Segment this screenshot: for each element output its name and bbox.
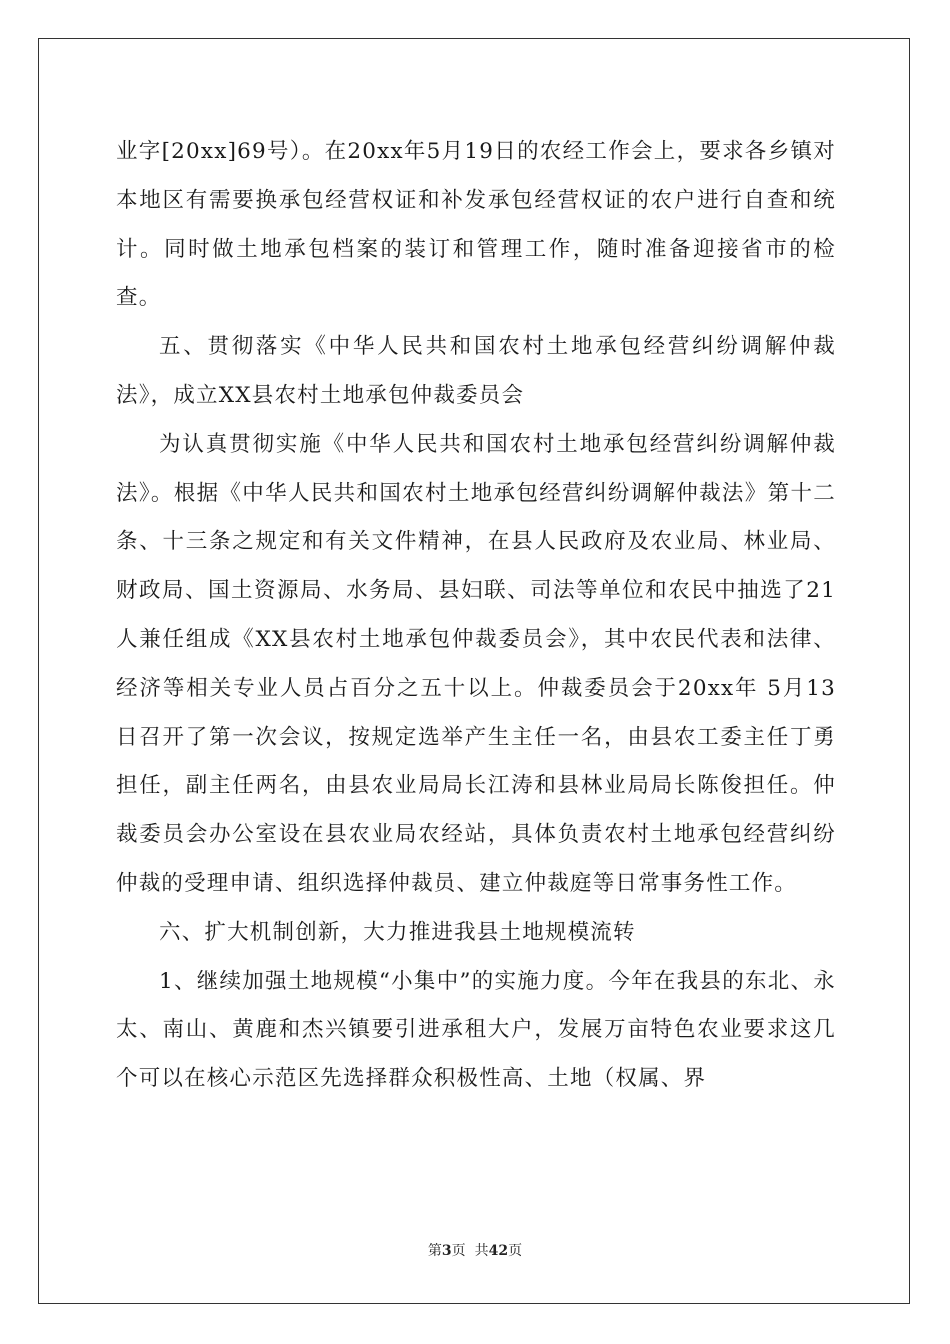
document-body: [116, 128, 836, 1104]
paragraph-5: 1、继续加强土地规模“小集中”的实施力度。今年在我县的东北、永太、南山、黄鹿和杰兴镇要引进承租大户，发展万亩特色农业要求这几个可以在核心示范区先选择群众积极性高、土地（权属、界: [116, 968, 836, 1092]
footer-middle: 页 共: [451, 1243, 489, 1259]
footer-prefix: 第: [427, 1243, 442, 1259]
paragraph-1: 业字[20xx]69号）。在20xx年5月19日的农经工作会上，要求各乡镇对本地区有需要换承包经营权证和补发承包经营权证的农户进行自查和统计。同时做土地承包档案的装订和管理工作，随时准备迎接省市的检查。: [116, 139, 836, 311]
footer-total-pages: 42: [488, 1243, 509, 1259]
footer-suffix: 页: [508, 1243, 523, 1259]
paragraph-4-heading: 六、扩大机制创新，大力推进我县土地规模流转: [159, 919, 636, 945]
footer-current-page: 3: [441, 1243, 452, 1259]
paragraph-2-heading: 五、贯彻落实《中华人民共和国农村土地承包经营纠纷调解仲裁法》，成立XX县农村土地承包仲裁委员会: [116, 334, 836, 408]
paragraph-3: 为认真贯彻实施《中华人民共和国农村土地承包经营纠纷调解仲裁法》。根据《中华人民共和国农村土地承包经营纠纷调解仲裁法》第十二条、十三条之规定和有关文件精神，在县人民政府及农业局、林业局、财政局、国土资源局、水务局、县妇联、司法等单位和农民中抽选了21人兼任组成《XX县农村土地承包仲裁委员会》，其中农民代表和法律、经济等相关专业人员占百分之五十以上。仲裁委员会于20xx年 5月13日召开了第一次会议，按规定选举产生主任一名，由县农工委主任丁勇担任，副主任两名，由县农业局局长江涛和县林业局局长陈俊担任。仲裁委员会办公室设在县农业局农经站，具体负责农村土地承包经营纠纷仲裁的受理申请、组织选择仲裁员、建立仲裁庭等日常事务性工作。: [116, 431, 836, 896]
page-footer: [0, 1240, 950, 1260]
